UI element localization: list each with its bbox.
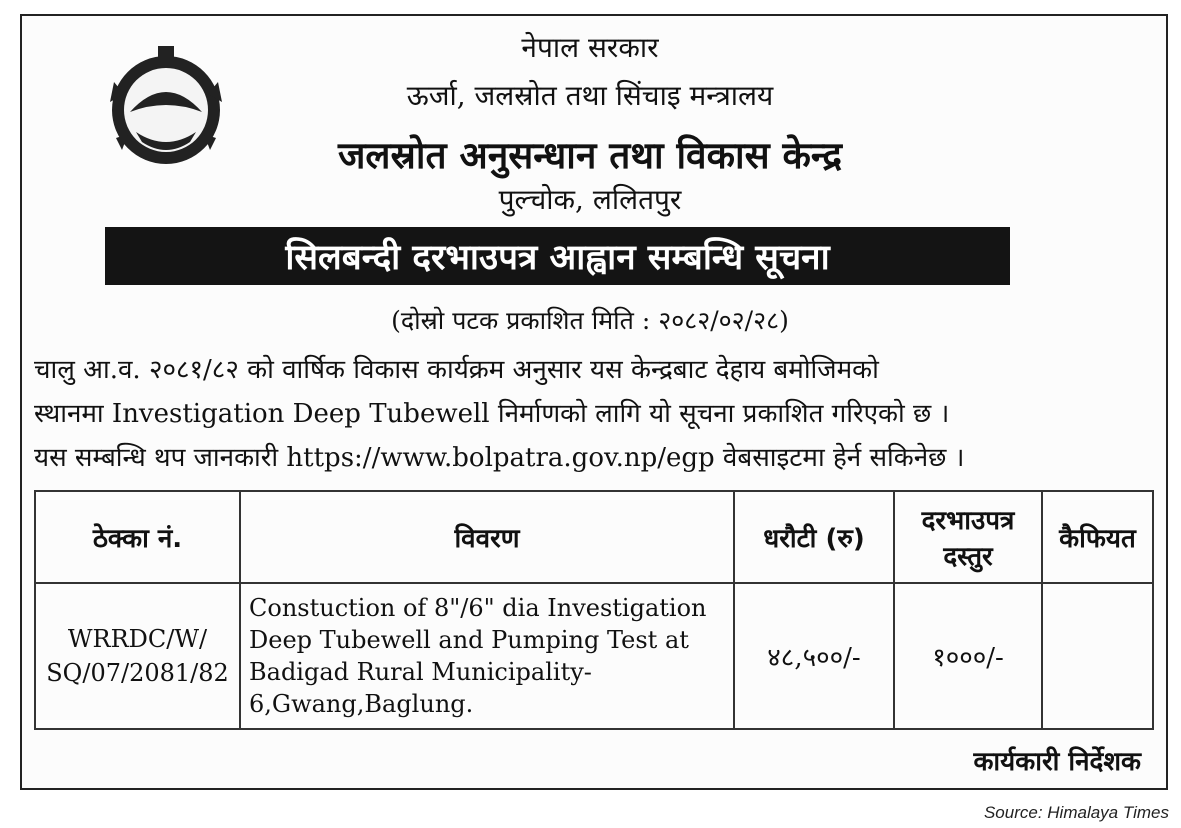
nepal-emblem-icon <box>100 42 232 172</box>
cell-remarks <box>1042 583 1153 729</box>
table-header-row <box>35 491 1153 583</box>
cell-deposit: ४८,५००/- <box>734 583 894 729</box>
col-header-contract-no: ठेक्का नं. <box>35 491 240 583</box>
col-header-description: विवरण <box>240 491 734 583</box>
col-header-fee: दरभाउपत्र दस्तुर <box>894 491 1042 583</box>
col-header-remarks: कैफियत <box>1042 491 1153 583</box>
cell-description: Constuction of 8"/6" dia Investigation Deep Tubewell and Pumping Test at Badigad Rural Municipality-6,Gwang,Baglung. <box>240 583 734 729</box>
source-credit: Source: Himalaya Times <box>983 803 1169 822</box>
publication-date: (दोस्रो पटक प्रकाशित मिति : २०८२/०२/२८) <box>391 306 789 335</box>
signature-executive-director: कार्यकारी निर्देशक <box>973 747 1141 777</box>
body-line-2: स्थानमा Investigation Deep Tubewell निर्माणको लागि यो सूचना प्रकाशित गरिएको छ । <box>34 399 950 429</box>
header-government: नेपाल सरकार <box>521 31 659 64</box>
header-ministry: ऊर्जा, जलस्रोत तथा सिंचाइ मन्त्रालय <box>406 79 774 112</box>
body-line-1: चालु आ.व. २०८१/८२ को वार्षिक विकास कार्यक्रम अनुसार यस केन्द्रबाट देहाय बमोजिमको <box>34 355 879 385</box>
table-row <box>35 583 1153 729</box>
tender-table <box>34 490 1154 730</box>
header-address: पुल्चोक, ललितपुर <box>498 183 682 216</box>
body-line-3: यस सम्बन्धि थप जानकारी https://www.bolpatra.gov.np/egp वेबसाइटमा हेर्न सकिनेछ । <box>34 443 965 473</box>
notice-title-banner: सिलबन्दी दरभाउपत्र आह्वान सम्बन्धि सूचना <box>105 227 1010 285</box>
header-organization: जलस्रोत अनुसन्धान तथा विकास केन्द्र <box>337 134 843 177</box>
cell-contract-no: WRRDC/W/ SQ/07/2081/82 <box>35 583 240 729</box>
cell-fee: १०००/- <box>894 583 1042 729</box>
col-header-deposit: धरौटी (रु) <box>734 491 894 583</box>
